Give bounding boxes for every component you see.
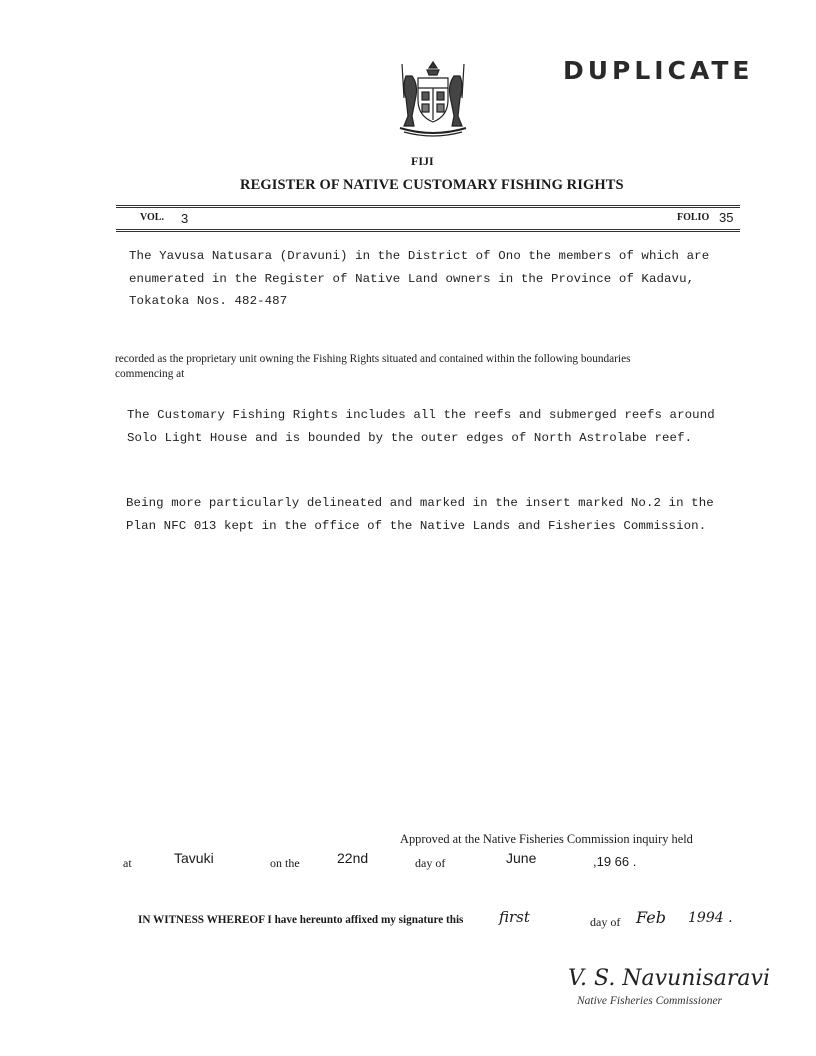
- folio-value: 35: [719, 210, 734, 225]
- text-line: Being more particularly delineated and marked in the insert marked No.2 in the: [126, 496, 714, 510]
- vol-value: 3: [181, 211, 189, 226]
- day-of-label: day of: [415, 856, 446, 870]
- text-line: Solo Light House and is bounded by the outer edges of North Astrolabe reef.: [127, 430, 693, 445]
- text-line: enumerated in the Register of Native Land owners in the Province of Kadavu,: [129, 271, 695, 286]
- inquiry-year: ,19 66 .: [593, 854, 637, 869]
- duplicate-stamp: DUPLICATE: [563, 56, 754, 85]
- text-line: Plan NFC 013 kept in the office of the Native Lands and Fisheries Commission.: [126, 518, 707, 533]
- inquiry-month: June: [506, 850, 537, 866]
- fiji-coat-of-arms-emblem: [394, 58, 472, 140]
- witness-year-handwritten: 1994 .: [688, 910, 733, 926]
- commissioner-signature: V. S. Navunisaravi: [568, 966, 770, 991]
- vol-label: VOL.: [140, 212, 164, 223]
- country-name: FIJI: [411, 154, 434, 168]
- text-line: recorded as the proprietary unit owning the Fishing Rights situated and contained within the following boundaries: [115, 353, 631, 365]
- witness-statement: IN WITNESS WHEREOF I have hereunto affixed my signature this: [138, 914, 464, 926]
- delineation-paragraph: [126, 492, 714, 537]
- header-top-rule: [116, 205, 740, 206]
- header-bottom-rule-double: [116, 231, 740, 232]
- header-bottom-rule: [116, 229, 740, 230]
- approval-statement: Approved at the Native Fisheries Commission inquiry held: [400, 832, 693, 846]
- text-line: The Customary Fishing Rights includes all the reefs and submerged reefs around: [127, 408, 715, 422]
- text-line: commencing at: [115, 368, 185, 380]
- text-line: The Yavusa Natusara (Dravuni) in the District of Ono the members of which are: [129, 249, 710, 263]
- witness-day-handwritten: first: [499, 908, 530, 926]
- header-top-rule-double: [116, 207, 740, 208]
- inquiry-place: Tavuki: [174, 850, 214, 866]
- register-title: REGISTER OF NATIVE CUSTOMARY FISHING RIGHTS: [240, 177, 624, 193]
- recorded-as-paragraph: [115, 352, 630, 382]
- text-line: Tokatoka Nos. 482-487: [129, 294, 288, 308]
- on-the-label: on the: [270, 856, 300, 870]
- witness-day-of-label: day of: [590, 915, 621, 929]
- commissioner-title: Native Fisheries Commissioner: [577, 995, 723, 1007]
- witness-month-handwritten: Feb: [636, 908, 666, 927]
- at-label: at: [123, 856, 132, 870]
- boundaries-paragraph: [127, 404, 715, 449]
- unit-description-paragraph: [129, 245, 709, 313]
- inquiry-day: 22nd: [337, 850, 369, 866]
- folio-label: FOLIO: [677, 212, 710, 223]
